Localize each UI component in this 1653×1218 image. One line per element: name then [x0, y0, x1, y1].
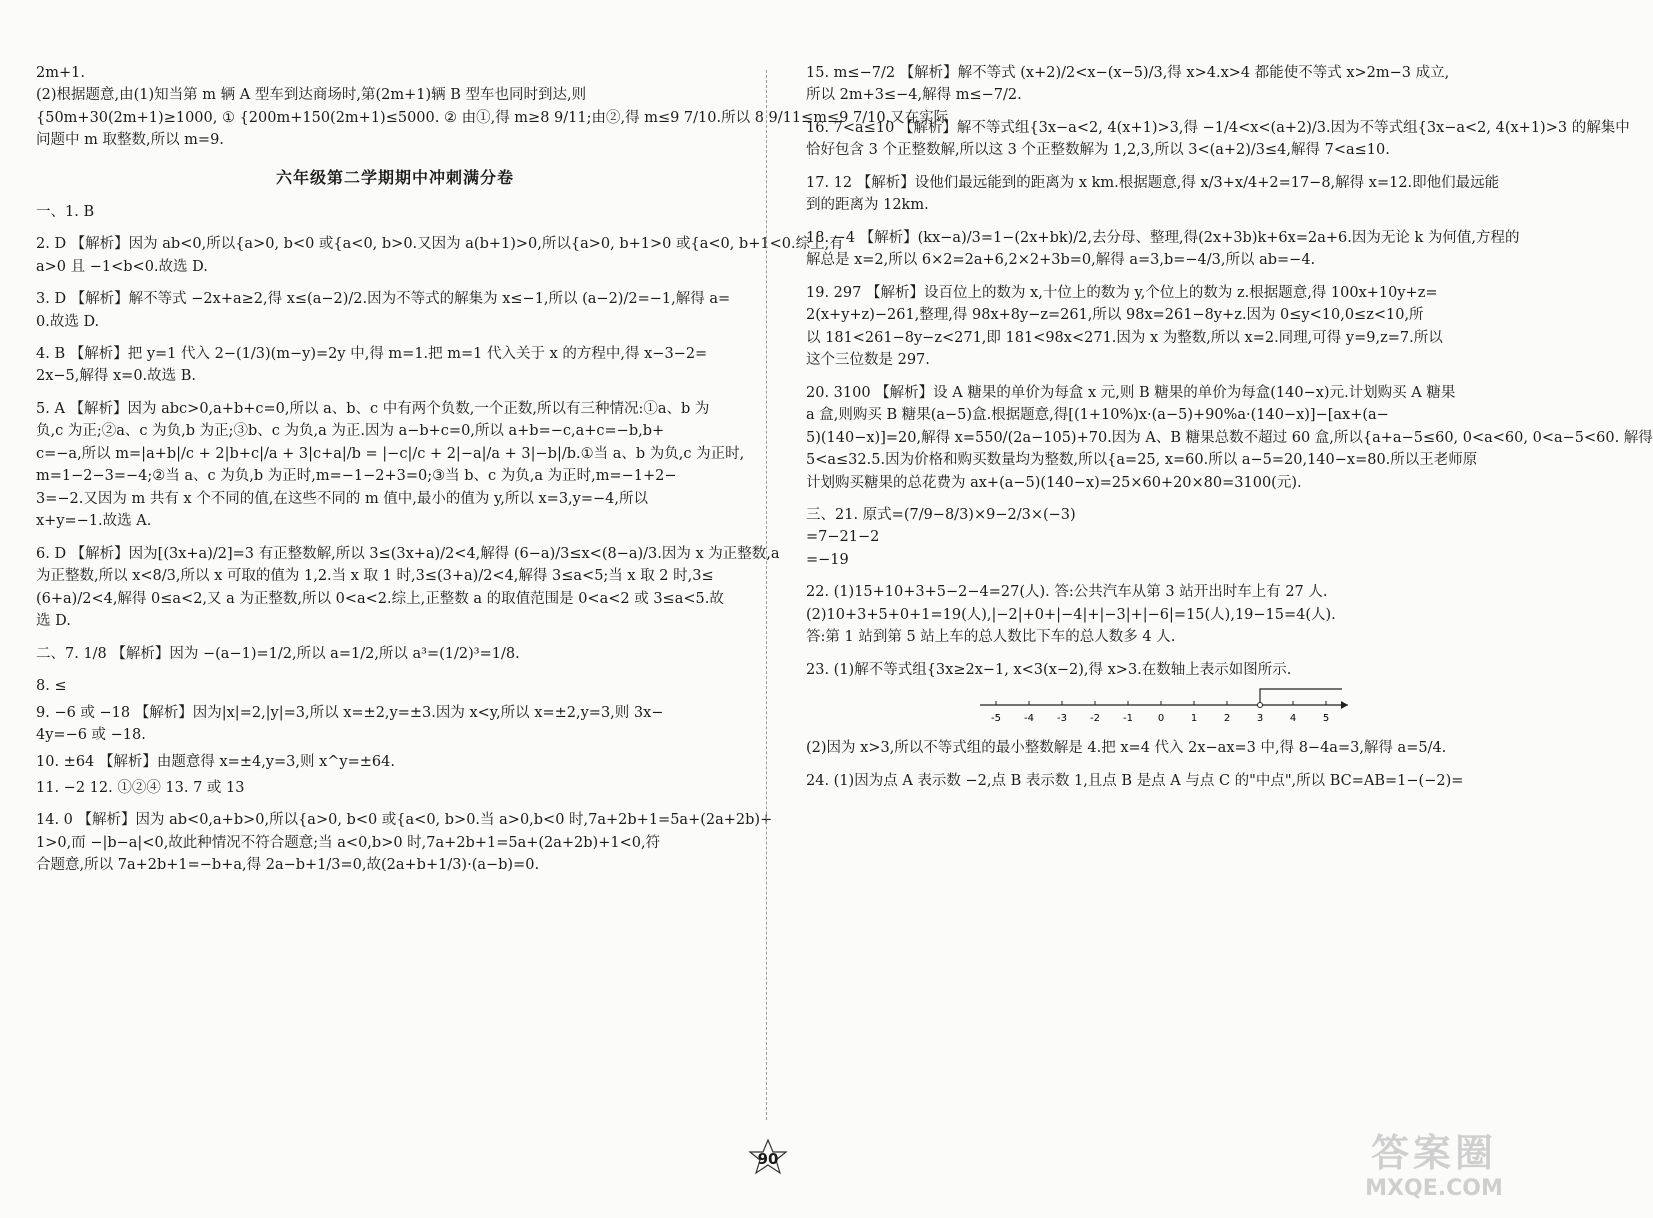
text-line: 2m+1.: [36, 65, 85, 81]
answer-item: [806, 659, 1506, 760]
number-line-tick-label: 4: [1289, 713, 1297, 725]
answer-item: [806, 172, 1506, 217]
text-line: 3. D 【解析】解不等式 −2x+a≥2,得 x≤(a−2)/2.因为不等式的解集为 x≤−1,所以 (a−2)/2=−1,解得 a=: [36, 291, 731, 308]
watermark: [1344, 1130, 1524, 1210]
text-line: 答:第 1 站到第 5 站上车的总人数比下车的总人数多 4 人.: [806, 629, 1176, 646]
text-line: =−19: [806, 551, 849, 568]
text-line: 14. 0 【解析】因为 ab<0,a+b>0,所以{a>0, b<0 或{a<0, b>0.当 a>0,b<0 时,7a+2b+1=5a+(2a+2b)+: [36, 812, 773, 829]
number-line-tick-label: -3: [1057, 713, 1067, 725]
text-line: 19. 297 【解析】设百位上的数为 x,十位上的数为 y,个位上的数为 z.根据题意,得 100x+10y+z=: [806, 284, 1438, 301]
text-line: 2(x+y+z)−261,整理,得 98x+8y−z=261,所以 98x=261−8y+z.因为 0≤y<10,0≤z<10,所: [806, 307, 1424, 324]
text-line: 一、1. B: [36, 203, 95, 220]
text-line: a>0 且 −1<b<0.故选 D.: [36, 258, 208, 275]
answer-item: [36, 777, 754, 799]
text-line: 20. 3100 【解析】设 A 糖果的单价为每盒 x 元,则 B 糖果的单价为每盒(140−x)元.计划购买 A 糖果: [806, 384, 1456, 401]
answer-item: [36, 751, 754, 773]
page-number: 90: [757, 1150, 779, 1168]
number-line-tick-label: 0: [1157, 713, 1165, 725]
text-line: 10. ±64 【解析】由题意得 x=±4,y=3,则 x^y=±64.: [36, 753, 395, 770]
text-line: 1>0,而 −|b−a|<0,故此种情况不符合题意;当 a<0,b>0 时,7a+2b+1=5a+(2a+2b)+1<0,符: [36, 834, 661, 851]
text-line: 所以 2m+3≤−4,解得 m≤−7/2.: [806, 87, 1022, 104]
text-line: 8. ≤: [36, 678, 67, 695]
column-divider: [766, 70, 767, 1120]
text-line: 16. 7<a≤10 【解析】解不等式组{3x−a<2, 4(x+1)>3,得 −1/4<x<(a+2)/3.因为不等式组{3x−a<2, 4(x+1)>3 的解集中: [806, 119, 1630, 136]
right-answers: [806, 62, 1653, 792]
number-line-tick-label: -5: [991, 713, 1001, 725]
text-line: c=−a,所以 m=|a+b|/c + 2|b+c|/a + 3|c+a|/b = |−c|/c + 2|−a|/a + 3|−b|/b.①当 a、b 为负,c 为正时,: [36, 445, 745, 462]
text-line: 4y=−6 或 −18.: [36, 727, 146, 744]
text-line: 计划购买糖果的总花费为 ax+(a−5)(140−x)=25×60+20×80=3100(元).: [806, 474, 1302, 491]
answer-item: [36, 288, 754, 333]
arrow-right-icon: [1341, 701, 1348, 709]
text-line: 18. −4 【解析】(kx−a)/3=1−(2x+bk)/2,去分母、整理,得(2x+3b)k+6x=2a+6.因为无论 k 为何值,方程的: [806, 229, 1520, 246]
text-line: (6+a)/2<4,解得 0≤a<2,又 a 为正整数,所以 0<a<2.综上,正整数 a 的取值范围是 0<a<2 或 3≤a<5.故: [36, 590, 724, 607]
text-line: (2)10+3+5+0+1=19(人),|−2|+0+|−4|+|−3|+|−6|=15(人),19−15=4(人).: [806, 606, 1336, 623]
page-number-badge: [740, 1138, 796, 1178]
answer-item: [36, 675, 754, 697]
number-line-tick-label: 5: [1322, 713, 1330, 725]
text-line: 5. A 【解析】因为 abc>0,a+b+c=0,所以 a、b、c 中有两个负数,一个正数,所以有三种情况:①a、b 为: [36, 400, 710, 417]
answer-item: [806, 282, 1506, 372]
text-line: 3=−2.又因为 m 共有 x 个不同的值,在这些不同的 m 值中,最小的值为 y,所以 x=3,y=−4,所以: [36, 490, 648, 507]
text-line: 为正整数,所以 x<8/3,所以 x 可取的值为 1,2.当 x 取 1 时,3≤(3+a)/2<4,解得 3≤a<5;当 x 取 2 时,3≤: [36, 568, 714, 585]
answer-item: [806, 62, 1506, 107]
watermark-main: 答案圈: [1370, 1131, 1497, 1175]
text-line: 选 D.: [36, 613, 71, 630]
text-line: 5<a≤32.5.因为价格和购买数量均为整数,所以{a=25, x=60.所以 a−5=20,140−x=80.所以王老师原: [806, 452, 1478, 469]
answer-item: [806, 382, 1653, 494]
text-line: 17. 12 【解析】设他们最远能到的距离为 x km.根据题意,得 x/3+x/4+2=17−8,解得 x=12.即他们最远能: [806, 174, 1500, 191]
number-line-figure: [976, 685, 1366, 731]
answer-item: [36, 543, 780, 633]
text-line: 以 181<261−8y−z<271,即 181<98x<271.因为 x 为整数,所以 x=2.同理,可得 y=9,z=7.所以: [806, 329, 1443, 346]
text-line: (2)根据题意,由(1)知当第 m 辆 A 型车到达商场时,第(2m+1)辆 B 型车也同时到达,则: [36, 87, 587, 104]
answer-item: [806, 504, 1506, 571]
text-line: 恰好包含 3 个正整数解,所以这 3 个正整数解为 1,2,3,所以 3<(a+2)/3≤4,解得 7<a≤10.: [806, 142, 1390, 159]
text-line: 三、21. 原式=(7/9−8/3)×9−2/3×(−3): [806, 506, 1076, 523]
answer-item: [806, 581, 1506, 648]
open-endpoint: [1258, 703, 1263, 708]
text-line: x+y=−1.故选 A.: [36, 513, 152, 530]
number-line-tick-label: -2: [1090, 713, 1100, 725]
number-line-tick-label: 2: [1223, 713, 1231, 725]
text-line: 15. m≤−7/2 【解析】解不等式 (x+2)/2<x−(x−5)/3,得 x>4.x>4 都能使不等式 x>2m−3 成立,: [806, 65, 1450, 81]
text-line: m=1−2−3=−4;②当 a、c 为负,b 为正时,m=−1−2+3=0;③当 b、c 为负,a 为正时,m=−1+2−: [36, 468, 677, 485]
answer-item: [36, 343, 754, 388]
solution-ray: [1260, 689, 1342, 705]
text-line: 解总是 x=2,所以 6×2=2a+6,2×2+3b=0,解得 a=3,b=−4/3,所以 ab=−4.: [806, 252, 1316, 269]
answer-item: [806, 117, 1630, 162]
answer-item: [36, 643, 754, 665]
text-line: 负,c 为正;②a、c 为负,b 为正;③b、c 为负,a 为正.因为 a−b+c=0,所以 a+b=−c,a+c=−b,b+: [36, 423, 665, 440]
text-line: 2. D 【解析】因为 ab<0,所以{a>0, b<0 或{a<0, b>0.又因为 a(b+1)>0,所以{a>0, b+1>0 或{a<0, b+1<0.综上,有: [36, 236, 844, 253]
text-line: a 盒,则购买 B 糖果(a−5)盒.根据题意,得[(1+10%)x·(a−5)+90%a·(140−x)]−[ax+(a−: [806, 407, 1389, 424]
answer-item: [36, 702, 754, 747]
answer-item: [36, 398, 754, 533]
text-line: =7−21−2: [806, 529, 880, 546]
answer-item: [36, 201, 754, 223]
text-line: 二、7. 1/8 【解析】因为 −(a−1)=1/2,所以 a=1/2,所以 a³=(1/2)³=1/8.: [36, 645, 520, 662]
answer-item: [36, 809, 773, 876]
answer-item: [806, 227, 1520, 272]
answer-item: [36, 233, 844, 278]
text-line: 问题中 m 取整数,所以 m=9.: [36, 132, 224, 149]
text-line: 22. (1)15+10+3+5−2−4=27(人). 答:公共汽车从第 3 站开出时车上有 27 人.: [806, 584, 1328, 601]
text-line: 到的距离为 12km.: [806, 197, 929, 214]
text-line: 11. −2 12. ①②④ 13. 7 或 13: [36, 779, 245, 796]
number-line-tick-label: 1: [1190, 713, 1198, 725]
text-line: 9. −6 或 −18 【解析】因为|x|=2,|y|=3,所以 x=±2,y=±3.因为 x<y,所以 x=±2,y=3,则 3x−: [36, 704, 664, 721]
text-line: 2x−5,解得 x=0.故选 B.: [36, 368, 197, 385]
watermark-site: MXQE.COM: [1365, 1176, 1503, 1201]
text-line: 0.故选 D.: [36, 313, 100, 330]
number-line-tick-label: -1: [1123, 713, 1133, 725]
text-line: 24. (1)因为点 A 表示数 −2,点 B 表示数 1,且点 B 是点 A 与点 C 的"中点",所以 BC=AB=1−(−2)=: [806, 772, 1464, 789]
text-line: 6. D 【解析】因为[(3x+a)/2]=3 有正整数解,所以 3≤(3x+a)/2<4,解得 (6−a)/3≤x<(8−a)/3.因为 x 为正整数,a: [36, 545, 780, 562]
text-line: {50m+30(2m+1)≥1000, ① {200m+150(2m+1)≤5000. ② 由①,得 m≥8 9/11;由②,得 m≤9 7/10.所以 8 9/11≤m≤9 7/10.又在实际: [36, 109, 949, 126]
answer-item: [806, 770, 1506, 792]
text-line: 这个三位数是 297.: [806, 352, 930, 369]
number-line-tick-label: -4: [1024, 713, 1034, 725]
text-line: 4. B 【解析】把 y=1 代入 2−(1/3)(m−y)=2y 中,得 m=1.把 m=1 代入关于 x 的方程中,得 x−3−2=: [36, 346, 708, 363]
text-line: 合题意,所以 7a+2b+1=−b+a,得 2a−b+1/3=0,故(2a+b+1/3)·(a−b)=0.: [36, 857, 540, 874]
text-line: (2)因为 x>3,所以不等式组的最小整数解是 4.把 x=4 代入 2x−ax=3 中,得 8−4a=3,解得 a=5/4.: [806, 740, 1447, 757]
text-line: 23. (1)解不等式组{3x≥2x−1, x<3(x−2),得 x>3.在数轴上表示如图所示.: [806, 661, 1292, 678]
right-column: [806, 62, 1653, 802]
number-line-tick-label: 3: [1256, 713, 1264, 725]
text-line: 5)(140−x)]=20,解得 x=550/(2a−105)+70.因为 A、B 糖果总数不超过 60 盒,所以{a+a−5≤60, 0<a<60, 0<a−5<60. 解得: [806, 429, 1653, 446]
section-title: 六年级第二学期期中冲刺满分卷: [275, 167, 514, 187]
